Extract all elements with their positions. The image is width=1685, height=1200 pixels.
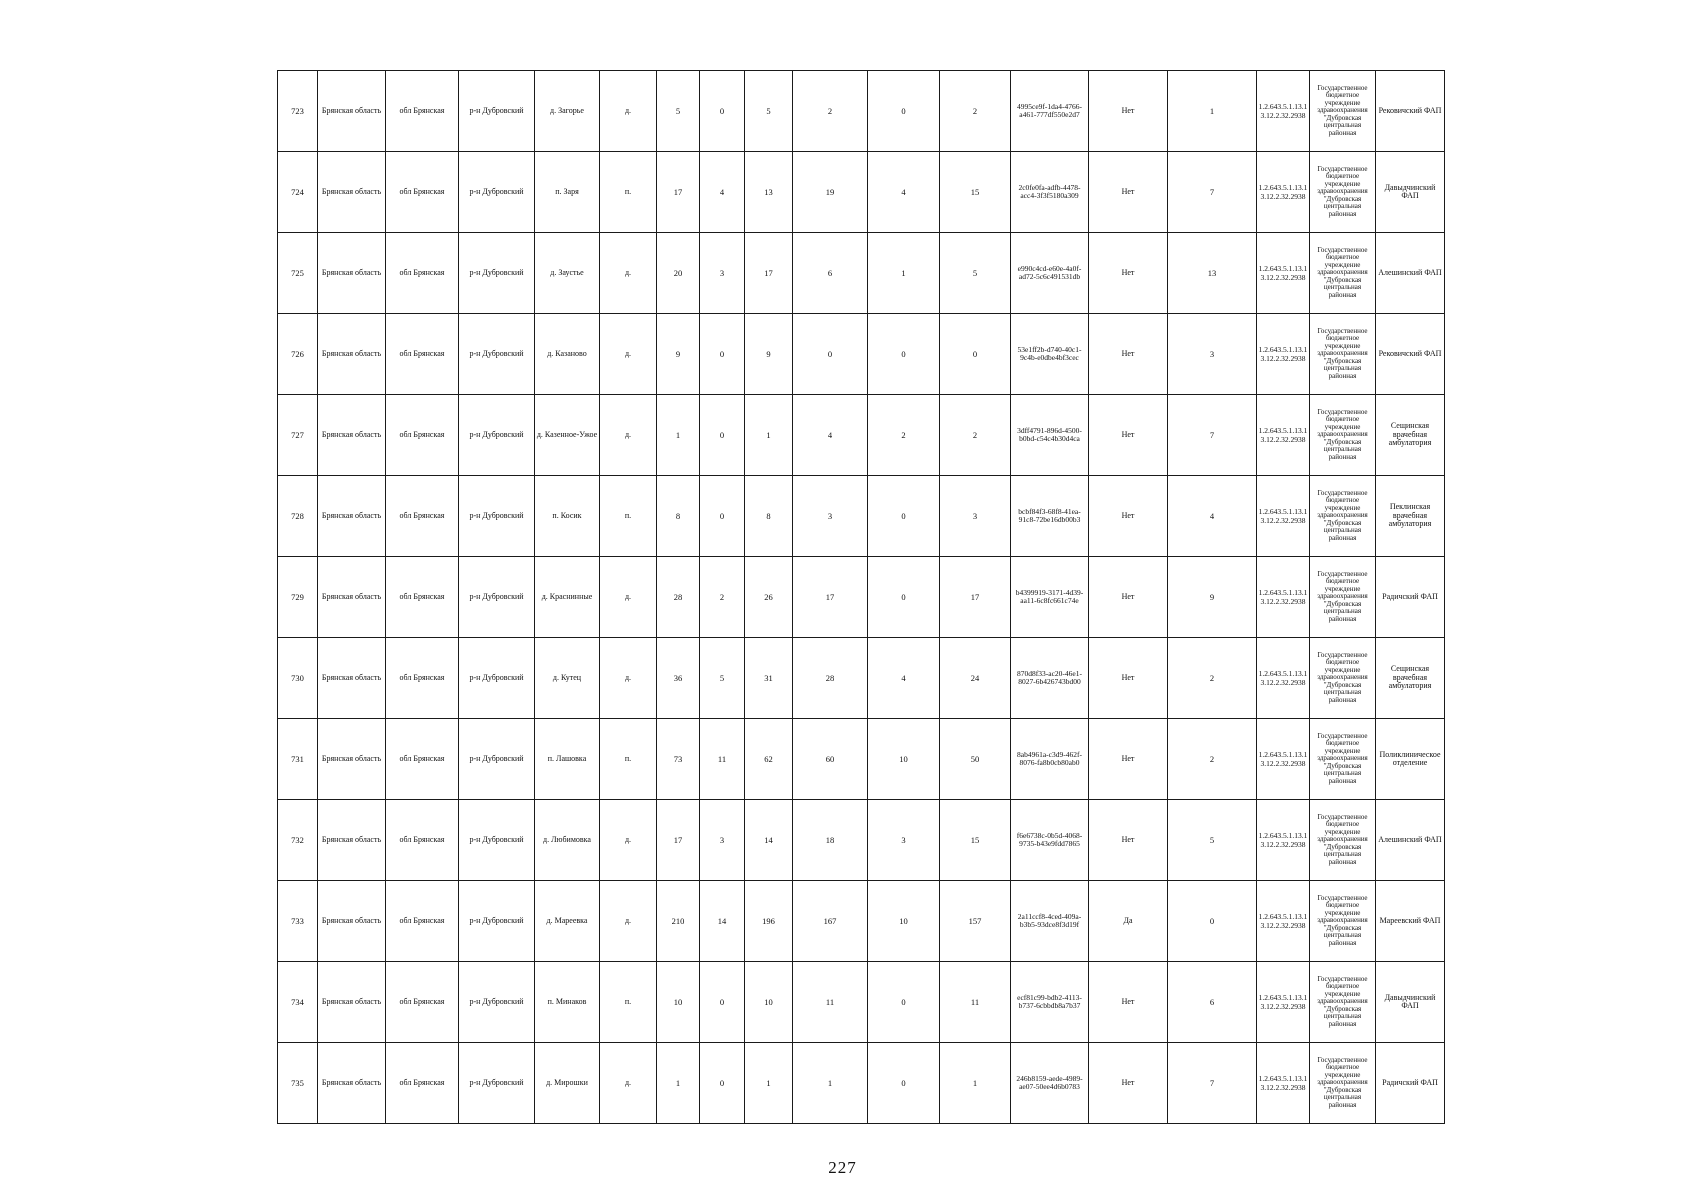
count-cell: 2: [868, 395, 940, 476]
count-cell: 7: [1168, 1043, 1257, 1124]
count-cell: 1: [868, 233, 940, 314]
count-cell: 17: [657, 152, 700, 233]
count-cell: 0: [700, 962, 745, 1043]
count-cell: 2: [1168, 638, 1257, 719]
count-cell: 8: [745, 476, 793, 557]
guid-cell: 4995ce9f-1da4-4766-a461-777df550e2d7: [1011, 71, 1089, 152]
count-cell: 73: [657, 719, 700, 800]
locality-cell: д. Казенное-Ужое: [535, 395, 600, 476]
count-cell: 28: [657, 557, 700, 638]
district-cell: р-н Дубровский: [459, 233, 535, 314]
table-row: [278, 962, 1445, 1043]
table-row: [278, 557, 1445, 638]
region-cell: Брянская область: [318, 476, 386, 557]
locality-type-cell: д.: [600, 881, 657, 962]
guid-cell: f6e6738c-0b5d-4068-9735-b43e9fdd7865: [1011, 800, 1089, 881]
flag-cell: Нет: [1089, 395, 1168, 476]
locality-type-cell: д.: [600, 557, 657, 638]
flag-cell: Нет: [1089, 800, 1168, 881]
guid-cell: 8ab4961a-c3d9-462f-8076-fa8b0cb80ab0: [1011, 719, 1089, 800]
count-cell: 3: [1168, 314, 1257, 395]
table-row: [278, 152, 1445, 233]
count-cell: 2: [1168, 719, 1257, 800]
table-row: [278, 881, 1445, 962]
oblast-cell: обл Брянская: [386, 800, 459, 881]
region-cell: Брянская область: [318, 962, 386, 1043]
oid-cell: 1.2.643.5.1.13.13.12.2.32.2938: [1257, 881, 1310, 962]
table-row: [278, 71, 1445, 152]
row-number-cell: 725: [278, 233, 318, 314]
district-cell: р-н Дубровский: [459, 557, 535, 638]
region-cell: Брянская область: [318, 800, 386, 881]
count-cell: 0: [868, 557, 940, 638]
count-cell: 3: [700, 233, 745, 314]
locality-type-cell: д.: [600, 71, 657, 152]
count-cell: 4: [793, 395, 868, 476]
guid-cell: 2c0fe0fa-adfb-4478-acc4-3f3f5180a309: [1011, 152, 1089, 233]
locality-type-cell: д.: [600, 395, 657, 476]
count-cell: 9: [657, 314, 700, 395]
flag-cell: Нет: [1089, 1043, 1168, 1124]
guid-cell: b4399919-3171-4d39-aa11-6c8fc661c74e: [1011, 557, 1089, 638]
count-cell: 0: [793, 314, 868, 395]
locality-cell: д. Казаново: [535, 314, 600, 395]
count-cell: 0: [940, 314, 1011, 395]
oblast-cell: обл Брянская: [386, 152, 459, 233]
count-cell: 26: [745, 557, 793, 638]
guid-cell: e990c4cd-e60e-4a0f-ad72-5c6c491531db: [1011, 233, 1089, 314]
facility-cell: Мареевский ФАП: [1376, 881, 1445, 962]
count-cell: 14: [745, 800, 793, 881]
facility-cell: Радичский ФАП: [1376, 557, 1445, 638]
count-cell: 7: [1168, 395, 1257, 476]
district-cell: р-н Дубровский: [459, 476, 535, 557]
organization-cell: Государственное бюджетное учреждение здравоохранения "Дубровская центральная районная: [1310, 800, 1376, 881]
count-cell: 1: [657, 395, 700, 476]
count-cell: 2: [940, 71, 1011, 152]
locality-cell: д. Мареевка: [535, 881, 600, 962]
count-cell: 2: [793, 71, 868, 152]
flag-cell: Нет: [1089, 233, 1168, 314]
count-cell: 36: [657, 638, 700, 719]
count-cell: 0: [868, 1043, 940, 1124]
region-cell: Брянская область: [318, 719, 386, 800]
oid-cell: 1.2.643.5.1.13.13.12.2.32.2938: [1257, 962, 1310, 1043]
table-row: [278, 314, 1445, 395]
count-cell: 2: [700, 557, 745, 638]
count-cell: 1: [745, 395, 793, 476]
count-cell: 10: [868, 881, 940, 962]
count-cell: 10: [868, 719, 940, 800]
count-cell: 11: [793, 962, 868, 1043]
oblast-cell: обл Брянская: [386, 638, 459, 719]
count-cell: 31: [745, 638, 793, 719]
locality-type-cell: д.: [600, 1043, 657, 1124]
flag-cell: Нет: [1089, 71, 1168, 152]
guid-cell: 3dff4791-896d-4500-b0bd-c54c4b30d4ca: [1011, 395, 1089, 476]
row-number-cell: 735: [278, 1043, 318, 1124]
count-cell: 5: [700, 638, 745, 719]
locality-type-cell: д.: [600, 800, 657, 881]
row-number-cell: 724: [278, 152, 318, 233]
facility-cell: Давыдчинский ФАП: [1376, 152, 1445, 233]
flag-cell: Нет: [1089, 476, 1168, 557]
organization-cell: Государственное бюджетное учреждение здравоохранения "Дубровская центральная районная: [1310, 152, 1376, 233]
region-cell: Брянская область: [318, 233, 386, 314]
organization-cell: Государственное бюджетное учреждение здравоохранения "Дубровская центральная районная: [1310, 233, 1376, 314]
count-cell: 0: [868, 71, 940, 152]
facility-cell: Сещинская врачебная амбулатория: [1376, 638, 1445, 719]
locality-cell: д. Любимовка: [535, 800, 600, 881]
count-cell: 50: [940, 719, 1011, 800]
table-row: [278, 1043, 1445, 1124]
flag-cell: Нет: [1089, 557, 1168, 638]
table-row: [278, 395, 1445, 476]
count-cell: 10: [745, 962, 793, 1043]
oid-cell: 1.2.643.5.1.13.13.12.2.32.2938: [1257, 152, 1310, 233]
count-cell: 4: [868, 152, 940, 233]
count-cell: 5: [1168, 800, 1257, 881]
count-cell: 3: [868, 800, 940, 881]
count-cell: 0: [868, 476, 940, 557]
count-cell: 4: [868, 638, 940, 719]
count-cell: 1: [745, 1043, 793, 1124]
district-cell: р-н Дубровский: [459, 881, 535, 962]
region-cell: Брянская область: [318, 395, 386, 476]
oblast-cell: обл Брянская: [386, 395, 459, 476]
oid-cell: 1.2.643.5.1.13.13.12.2.32.2938: [1257, 395, 1310, 476]
region-cell: Брянская область: [318, 1043, 386, 1124]
table-row: [278, 476, 1445, 557]
locality-cell: п. Лашовка: [535, 719, 600, 800]
row-number-cell: 723: [278, 71, 318, 152]
locality-cell: п. Косик: [535, 476, 600, 557]
oblast-cell: обл Брянская: [386, 557, 459, 638]
count-cell: 5: [657, 71, 700, 152]
district-cell: р-н Дубровский: [459, 962, 535, 1043]
count-cell: 196: [745, 881, 793, 962]
facility-cell: Рековичский ФАП: [1376, 71, 1445, 152]
locality-cell: д. Заустье: [535, 233, 600, 314]
oid-cell: 1.2.643.5.1.13.13.12.2.32.2938: [1257, 71, 1310, 152]
count-cell: 10: [657, 962, 700, 1043]
district-cell: р-н Дубровский: [459, 152, 535, 233]
count-cell: 28: [793, 638, 868, 719]
count-cell: 0: [700, 395, 745, 476]
count-cell: 6: [1168, 962, 1257, 1043]
district-cell: р-н Дубровский: [459, 1043, 535, 1124]
oblast-cell: обл Брянская: [386, 719, 459, 800]
row-number-cell: 732: [278, 800, 318, 881]
count-cell: 3: [700, 800, 745, 881]
oblast-cell: обл Брянская: [386, 881, 459, 962]
count-cell: 24: [940, 638, 1011, 719]
region-cell: Брянская область: [318, 638, 386, 719]
organization-cell: Государственное бюджетное учреждение здравоохранения "Дубровская центральная районная: [1310, 557, 1376, 638]
organization-cell: Государственное бюджетное учреждение здравоохранения "Дубровская центральная районная: [1310, 962, 1376, 1043]
count-cell: 17: [940, 557, 1011, 638]
facility-cell: Алешинский ФАП: [1376, 233, 1445, 314]
guid-cell: bcbf84f3-68f8-41ea-91c8-72be16db00b3: [1011, 476, 1089, 557]
oblast-cell: обл Брянская: [386, 314, 459, 395]
organization-cell: Государственное бюджетное учреждение здравоохранения "Дубровская центральная районная: [1310, 71, 1376, 152]
locality-cell: д. Мирошки: [535, 1043, 600, 1124]
flag-cell: Нет: [1089, 962, 1168, 1043]
count-cell: 13: [745, 152, 793, 233]
region-cell: Брянская область: [318, 557, 386, 638]
count-cell: 5: [745, 71, 793, 152]
oid-cell: 1.2.643.5.1.13.13.12.2.32.2938: [1257, 719, 1310, 800]
count-cell: 18: [793, 800, 868, 881]
district-cell: р-н Дубровский: [459, 800, 535, 881]
guid-cell: 53e1ff2b-d740-40c1-9c4b-e0dbe4bf3cec: [1011, 314, 1089, 395]
locality-type-cell: п.: [600, 719, 657, 800]
district-cell: р-н Дубровский: [459, 719, 535, 800]
count-cell: 62: [745, 719, 793, 800]
oblast-cell: обл Брянская: [386, 1043, 459, 1124]
locality-type-cell: д.: [600, 638, 657, 719]
district-cell: р-н Дубровский: [459, 638, 535, 719]
row-number-cell: 730: [278, 638, 318, 719]
region-cell: Брянская область: [318, 314, 386, 395]
count-cell: 3: [793, 476, 868, 557]
oid-cell: 1.2.643.5.1.13.13.12.2.32.2938: [1257, 233, 1310, 314]
region-cell: Брянская область: [318, 152, 386, 233]
organization-cell: Государственное бюджетное учреждение здравоохранения "Дубровская центральная районная: [1310, 881, 1376, 962]
count-cell: 1: [793, 1043, 868, 1124]
count-cell: 15: [940, 800, 1011, 881]
count-cell: 5: [940, 233, 1011, 314]
count-cell: 1: [657, 1043, 700, 1124]
count-cell: 0: [868, 314, 940, 395]
table-row: [278, 233, 1445, 314]
region-cell: Брянская область: [318, 881, 386, 962]
count-cell: 60: [793, 719, 868, 800]
facility-cell: Поликлиническое отделение: [1376, 719, 1445, 800]
count-cell: 15: [940, 152, 1011, 233]
count-cell: 17: [745, 233, 793, 314]
count-cell: 11: [700, 719, 745, 800]
guid-cell: 246b8159-aede-4989-ae07-50ee4d6b0783: [1011, 1043, 1089, 1124]
table-row: [278, 719, 1445, 800]
flag-cell: Нет: [1089, 314, 1168, 395]
count-cell: 1: [1168, 71, 1257, 152]
locality-type-cell: д.: [600, 233, 657, 314]
organization-cell: Государственное бюджетное учреждение здравоохранения "Дубровская центральная районная: [1310, 719, 1376, 800]
count-cell: 0: [700, 476, 745, 557]
count-cell: 0: [700, 314, 745, 395]
settlement-register-table: [277, 70, 1445, 1124]
guid-cell: 2a11ccf8-4ced-409a-b3b5-93dce8f3d19f: [1011, 881, 1089, 962]
organization-cell: Государственное бюджетное учреждение здравоохранения "Дубровская центральная районная: [1310, 638, 1376, 719]
oid-cell: 1.2.643.5.1.13.13.12.2.32.2938: [1257, 1043, 1310, 1124]
flag-cell: Нет: [1089, 719, 1168, 800]
count-cell: 2: [940, 395, 1011, 476]
locality-cell: д. Кутец: [535, 638, 600, 719]
count-cell: 4: [1168, 476, 1257, 557]
organization-cell: Государственное бюджетное учреждение здравоохранения "Дубровская центральная районная: [1310, 1043, 1376, 1124]
row-number-cell: 726: [278, 314, 318, 395]
facility-cell: Рековичский ФАП: [1376, 314, 1445, 395]
organization-cell: Государственное бюджетное учреждение здравоохранения "Дубровская центральная районная: [1310, 314, 1376, 395]
table-row: [278, 638, 1445, 719]
count-cell: 0: [868, 962, 940, 1043]
oblast-cell: обл Брянская: [386, 962, 459, 1043]
locality-cell: п. Минаков: [535, 962, 600, 1043]
row-number-cell: 734: [278, 962, 318, 1043]
count-cell: 20: [657, 233, 700, 314]
district-cell: р-н Дубровский: [459, 314, 535, 395]
region-cell: Брянская область: [318, 71, 386, 152]
facility-cell: Пеклинская врачебная амбулатория: [1376, 476, 1445, 557]
oblast-cell: обл Брянская: [386, 233, 459, 314]
count-cell: 19: [793, 152, 868, 233]
count-cell: 0: [700, 71, 745, 152]
page-number: 227: [828, 1158, 857, 1177]
locality-type-cell: п.: [600, 152, 657, 233]
oid-cell: 1.2.643.5.1.13.13.12.2.32.2938: [1257, 476, 1310, 557]
oid-cell: 1.2.643.5.1.13.13.12.2.32.2938: [1257, 314, 1310, 395]
flag-cell: Нет: [1089, 152, 1168, 233]
row-number-cell: 728: [278, 476, 318, 557]
table-row: [278, 800, 1445, 881]
count-cell: 210: [657, 881, 700, 962]
count-cell: 3: [940, 476, 1011, 557]
count-cell: 11: [940, 962, 1011, 1043]
oid-cell: 1.2.643.5.1.13.13.12.2.32.2938: [1257, 638, 1310, 719]
row-number-cell: 731: [278, 719, 318, 800]
count-cell: 8: [657, 476, 700, 557]
count-cell: 17: [657, 800, 700, 881]
count-cell: 9: [745, 314, 793, 395]
count-cell: 167: [793, 881, 868, 962]
facility-cell: Сещинская врачебная амбулатория: [1376, 395, 1445, 476]
oid-cell: 1.2.643.5.1.13.13.12.2.32.2938: [1257, 800, 1310, 881]
locality-cell: п. Заря: [535, 152, 600, 233]
row-number-cell: 729: [278, 557, 318, 638]
facility-cell: Радичский ФАП: [1376, 1043, 1445, 1124]
organization-cell: Государственное бюджетное учреждение здравоохранения "Дубровская центральная районная: [1310, 476, 1376, 557]
count-cell: 0: [1168, 881, 1257, 962]
locality-cell: д. Краснинные: [535, 557, 600, 638]
count-cell: 0: [700, 1043, 745, 1124]
locality-cell: д. Загорье: [535, 71, 600, 152]
count-cell: 9: [1168, 557, 1257, 638]
oblast-cell: обл Брянская: [386, 476, 459, 557]
count-cell: 13: [1168, 233, 1257, 314]
flag-cell: Нет: [1089, 638, 1168, 719]
flag-cell: Да: [1089, 881, 1168, 962]
count-cell: 14: [700, 881, 745, 962]
facility-cell: Давыдчинский ФАП: [1376, 962, 1445, 1043]
locality-type-cell: п.: [600, 962, 657, 1043]
guid-cell: 870d8f33-ac20-46e1-8027-6b426743bd00: [1011, 638, 1089, 719]
count-cell: 7: [1168, 152, 1257, 233]
district-cell: р-н Дубровский: [459, 71, 535, 152]
register-body: [278, 71, 1445, 1124]
guid-cell: ecf81c99-bdb2-4113-b737-6cbbdb8a7b37: [1011, 962, 1089, 1043]
facility-cell: Алешинский ФАП: [1376, 800, 1445, 881]
locality-type-cell: п.: [600, 476, 657, 557]
oblast-cell: обл Брянская: [386, 71, 459, 152]
count-cell: 1: [940, 1043, 1011, 1124]
locality-type-cell: д.: [600, 314, 657, 395]
count-cell: 6: [793, 233, 868, 314]
count-cell: 17: [793, 557, 868, 638]
row-number-cell: 733: [278, 881, 318, 962]
count-cell: 157: [940, 881, 1011, 962]
count-cell: 4: [700, 152, 745, 233]
organization-cell: Государственное бюджетное учреждение здравоохранения "Дубровская центральная районная: [1310, 395, 1376, 476]
row-number-cell: 727: [278, 395, 318, 476]
oid-cell: 1.2.643.5.1.13.13.12.2.32.2938: [1257, 557, 1310, 638]
district-cell: р-н Дубровский: [459, 395, 535, 476]
